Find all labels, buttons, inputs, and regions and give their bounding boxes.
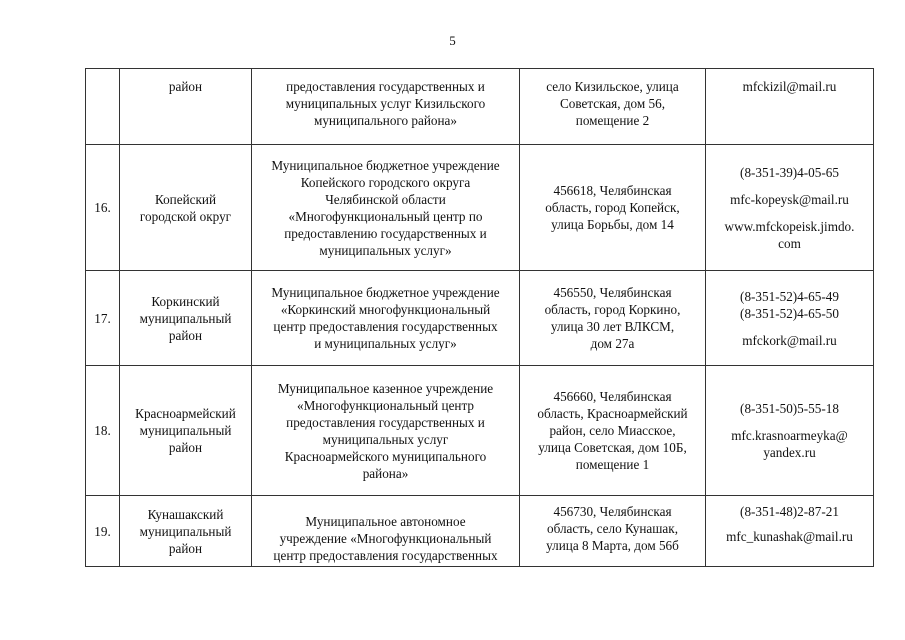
phone-number: (8-351-52)4-65-49 xyxy=(740,288,839,304)
table-row xyxy=(86,145,874,271)
table-row xyxy=(86,496,874,567)
contacts-cell xyxy=(706,366,874,496)
organization-cell: Муниципальное казенное учреждение «Многофункциональный центр предоставления государственных и муниципальных услуг Красноармейского муниципального района» xyxy=(252,366,520,496)
phone-number: (8-351-39)4-05-65 xyxy=(740,164,839,180)
row-number-cell: 17. xyxy=(86,271,120,366)
contacts-cell xyxy=(706,145,874,271)
area-cell: Коркинский муниципальный район xyxy=(120,271,252,366)
phone-number: (8-351-50)5-55-18 xyxy=(740,401,839,416)
email-link[interactable]: mfckork@mail.ru xyxy=(742,332,837,348)
area-cell: район xyxy=(120,69,252,145)
address-cell: 456730, Челябинская область, село Кунашак, улица 8 Марта, дом 56б xyxy=(520,496,706,567)
row-number-cell: 19. xyxy=(86,496,120,567)
row-number-cell: 16. xyxy=(86,145,120,271)
page-number: 5 xyxy=(449,33,456,48)
email-link[interactable]: mfc_kunashak@mail.ru xyxy=(726,529,853,544)
area-cell: Кунашакский муниципальный район xyxy=(120,496,252,567)
organization-cell: предоставления государственных и муниципальных услуг Кизильского муниципального района» xyxy=(252,69,520,145)
contacts-cell xyxy=(706,496,874,567)
area-cell: Копейский городской округ xyxy=(120,145,252,271)
website-link[interactable]: www.mfckopeisk.jimdo. xyxy=(724,218,855,234)
phone-number: (8-351-52)4-65-50 xyxy=(740,305,839,321)
mfc-table xyxy=(85,68,874,567)
address-cell: 456550, Челябинская область, город Коркино, улица 30 лет ВЛКСМ, дом 27а xyxy=(520,271,706,366)
email-link[interactable]: mfc.krasnoarmeyka@ xyxy=(731,428,848,443)
table-row xyxy=(86,366,874,496)
email-link[interactable]: mfckizil@mail.ru xyxy=(742,79,837,94)
organization-cell: Муниципальное автономное учреждение «Многофункциональный центр предоставления государственных xyxy=(252,496,520,567)
row-number-cell: 18. xyxy=(86,366,120,496)
organization-cell: Муниципальное бюджетное учреждение «Коркинский многофункциональный центр предоставления государственных и муниципальных услуг» xyxy=(252,271,520,366)
row-number-cell xyxy=(86,69,120,145)
table-row xyxy=(86,271,874,366)
address-cell: 456660, Челябинская область, Красноармейский район, село Миасское, улица Советская, дом 10Б, помещение 1 xyxy=(520,366,706,496)
area-cell: Красноармейский муниципальный район xyxy=(120,366,252,496)
organization-cell: Муниципальное бюджетное учреждение Копейского городского округа Челябинской области «Многофункциональный центр по предоставлению государственных и муниципальных услуг» xyxy=(252,145,520,271)
phone-number: (8-351-48)2-87-21 xyxy=(740,504,839,519)
table-row xyxy=(86,69,874,145)
website-link-continuation[interactable]: com xyxy=(778,235,801,251)
contacts-cell xyxy=(706,69,874,145)
address-cell: 456618, Челябинская область, город Копейск, улица Борьбы, дом 14 xyxy=(520,145,706,271)
contacts-cell xyxy=(706,271,874,366)
email-link-continuation[interactable]: yandex.ru xyxy=(763,445,816,460)
address-cell: село Кизильское, улица Советская, дом 56, помещение 2 xyxy=(520,69,706,145)
email-link[interactable]: mfc-kopeysk@mail.ru xyxy=(730,191,849,207)
